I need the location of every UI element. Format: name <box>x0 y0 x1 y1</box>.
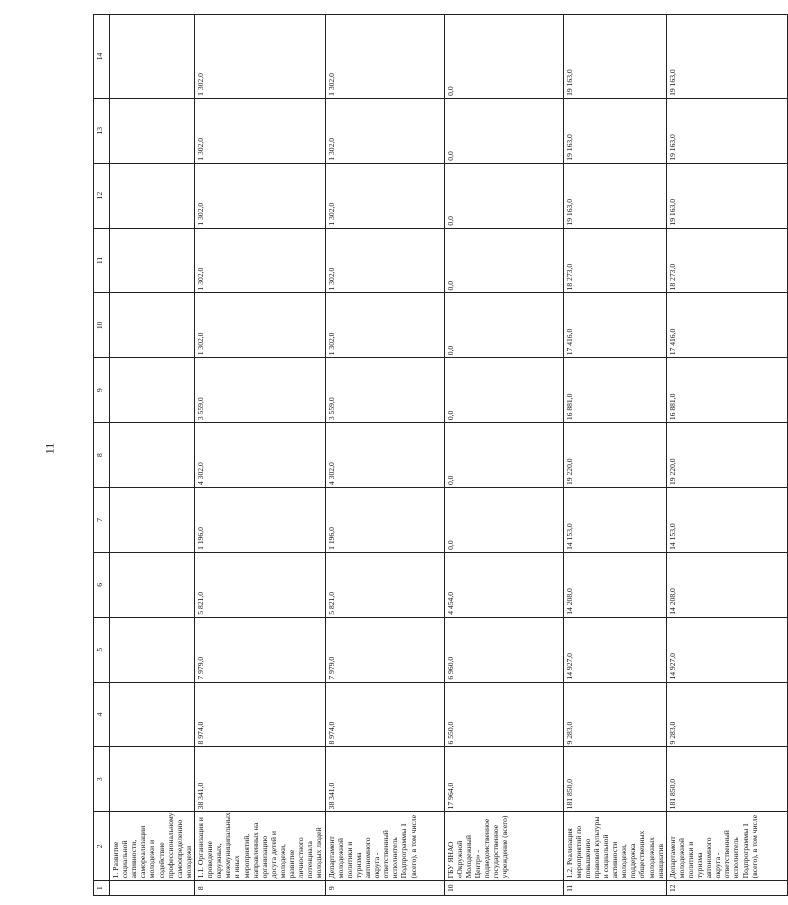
value-cell: 7 979,0 <box>194 617 325 682</box>
value-cell <box>110 98 195 163</box>
header-cell: 5 <box>94 617 110 682</box>
value-cell <box>110 488 195 553</box>
value-cell: 38 341,0 <box>194 747 325 812</box>
value-cell <box>110 423 195 488</box>
header-cell: 14 <box>94 15 110 99</box>
value-cell: 1 302,0 <box>194 98 325 163</box>
row-name: 1.1. Организация и проведение окружных, межмуниципальных и иных мероприятий, направленных на организацию досуга детей и молодежи, развитие личностного потенциала молодых людей <box>194 812 325 881</box>
value-cell: 8 974,0 <box>194 682 325 747</box>
header-cell: 2 <box>94 812 110 881</box>
header-cell: 9 <box>94 358 110 423</box>
value-cell: 17 964,0 <box>444 747 563 812</box>
value-cell <box>110 358 195 423</box>
row-number: 9 <box>325 881 444 896</box>
rotated-table-container <box>93 14 759 896</box>
value-cell: 1 302,0 <box>194 163 325 228</box>
row-number: 11 <box>563 881 666 896</box>
value-cell: 6 550,0 <box>444 682 563 747</box>
header-cell: 4 <box>94 682 110 747</box>
row-number <box>110 881 195 896</box>
value-cell <box>110 747 195 812</box>
value-cell: 7 979,0 <box>325 617 444 682</box>
value-cell: 38 341,0 <box>325 747 444 812</box>
value-cell: 0,0 <box>444 15 563 99</box>
value-cell: 19 163,0 <box>563 163 666 228</box>
value-cell: 14 153,0 <box>563 488 666 553</box>
value-cell: 18 273,0 <box>563 228 666 293</box>
value-cell: 19 163,0 <box>666 98 787 163</box>
value-cell: 14 153,0 <box>666 488 787 553</box>
table-row <box>194 15 325 896</box>
value-cell <box>110 293 195 358</box>
table-row <box>444 15 563 896</box>
header-cell: 1 <box>94 881 110 896</box>
value-cell: 17 416,0 <box>563 293 666 358</box>
header-cell: 3 <box>94 747 110 812</box>
header-cell: 7 <box>94 488 110 553</box>
value-cell: 1 302,0 <box>194 228 325 293</box>
value-cell: 3 559,0 <box>325 358 444 423</box>
value-cell: 16 881,0 <box>563 358 666 423</box>
value-cell: 19 163,0 <box>563 15 666 99</box>
value-cell: 14 208,0 <box>666 552 787 617</box>
header-cell: 10 <box>94 293 110 358</box>
value-cell: 6 960,0 <box>444 617 563 682</box>
value-cell <box>110 617 195 682</box>
value-cell: 19 220,0 <box>666 423 787 488</box>
value-cell: 1 302,0 <box>325 228 444 293</box>
value-cell: 5 821,0 <box>194 552 325 617</box>
value-cell: 1 302,0 <box>194 293 325 358</box>
header-cell: 6 <box>94 552 110 617</box>
value-cell: 8 974,0 <box>325 682 444 747</box>
table-row <box>325 15 444 896</box>
value-cell: 19 220,0 <box>563 423 666 488</box>
value-cell: 1 196,0 <box>325 488 444 553</box>
value-cell: 16 881,0 <box>666 358 787 423</box>
value-cell: 19 163,0 <box>666 163 787 228</box>
row-name: ГБУ ЯНАО «Окружной Молодежный Центр» - подведомственное государственное учреждение (всего) <box>444 812 563 881</box>
header-cell: 8 <box>94 423 110 488</box>
row-number: 8 <box>194 881 325 896</box>
value-cell: 9 283,0 <box>563 682 666 747</box>
value-cell: 0,0 <box>444 163 563 228</box>
value-cell: 181 850,0 <box>666 747 787 812</box>
table-row <box>563 15 666 896</box>
value-cell <box>110 15 195 99</box>
row-number: 10 <box>444 881 563 896</box>
value-cell: 4 302,0 <box>325 423 444 488</box>
value-cell: 1 196,0 <box>194 488 325 553</box>
value-cell: 4 302,0 <box>194 423 325 488</box>
table-row <box>110 15 195 896</box>
value-cell: 0,0 <box>444 358 563 423</box>
value-cell: 1 302,0 <box>325 15 444 99</box>
value-cell: 19 163,0 <box>666 15 787 99</box>
value-cell: 19 163,0 <box>563 98 666 163</box>
header-cell: 11 <box>94 228 110 293</box>
value-cell: 1 302,0 <box>194 15 325 99</box>
value-cell: 181 850,0 <box>563 747 666 812</box>
value-cell: 4 454,0 <box>444 552 563 617</box>
value-cell: 5 821,0 <box>325 552 444 617</box>
value-cell: 18 273,0 <box>666 228 787 293</box>
budget-table <box>93 14 788 896</box>
value-cell <box>110 163 195 228</box>
row-name: 1.2. Реализация мероприятий по повышению правовой культуры и социальной активности молодежи, поддержка общественных молодежных инициатив <box>563 812 666 881</box>
row-name: 1. Развитие социальной активности, самореализации молодежи и содействие профессиональному самоопределению молодежи <box>110 812 195 881</box>
value-cell: 0,0 <box>444 98 563 163</box>
row-name: Департамент молодежной политики и туризма автономного округа - ответственный исполнитель Подпрограммы 1 (всего), в том числе <box>666 812 787 881</box>
header-cell: 12 <box>94 163 110 228</box>
value-cell: 14 208,0 <box>563 552 666 617</box>
table-row <box>666 15 787 896</box>
value-cell: 14 927,0 <box>563 617 666 682</box>
value-cell: 0,0 <box>444 228 563 293</box>
row-number: 12 <box>666 881 787 896</box>
value-cell: 14 927,0 <box>666 617 787 682</box>
value-cell: 1 302,0 <box>325 98 444 163</box>
value-cell <box>110 552 195 617</box>
row-name: Департамент молодежной политики и туризма автономного округа - ответственный исполнитель Подпрограммы 1 (всего), в том числе <box>325 812 444 881</box>
value-cell: 0,0 <box>444 423 563 488</box>
value-cell: 9 283,0 <box>666 682 787 747</box>
value-cell: 1 302,0 <box>325 293 444 358</box>
value-cell <box>110 228 195 293</box>
value-cell: 3 559,0 <box>194 358 325 423</box>
value-cell: 1 302,0 <box>325 163 444 228</box>
value-cell: 0,0 <box>444 293 563 358</box>
header-row <box>94 15 110 896</box>
page-number: 11 <box>42 442 57 455</box>
value-cell: 17 416,0 <box>666 293 787 358</box>
header-cell: 13 <box>94 98 110 163</box>
value-cell <box>110 682 195 747</box>
value-cell: 0,0 <box>444 488 563 553</box>
